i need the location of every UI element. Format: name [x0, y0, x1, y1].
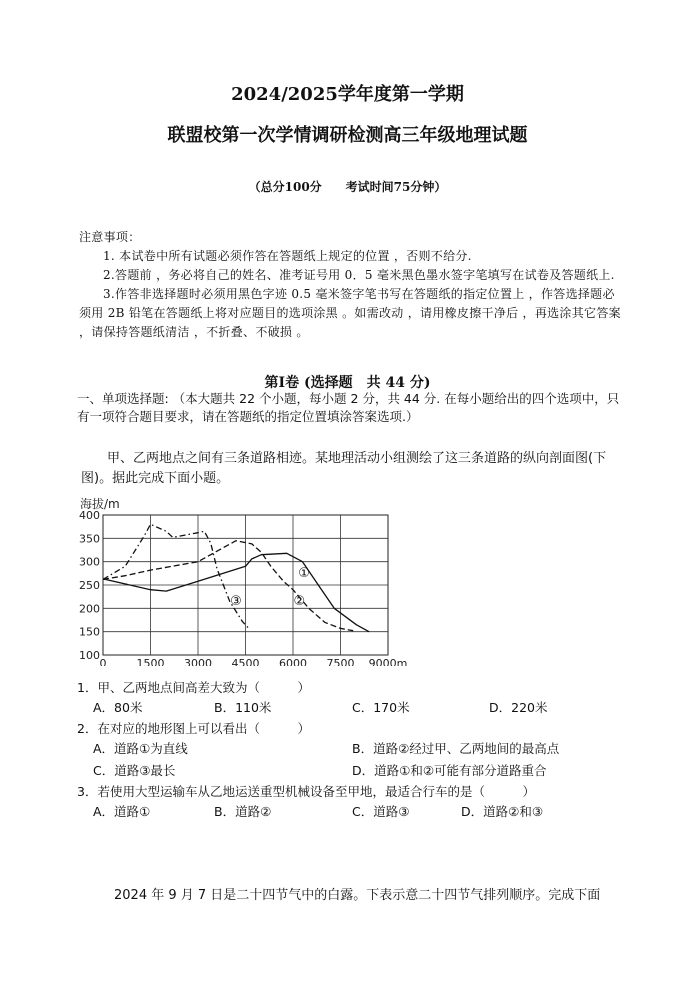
q1-option-a: A．80米 [93, 700, 143, 715]
section-title: 第Ⅰ卷 (选择题 共 44 分) [264, 375, 431, 391]
series-label-road-2: ② [293, 593, 306, 609]
profile-chart [60, 494, 420, 666]
notice-block [79, 228, 624, 342]
x-tick-label: 1500 [136, 657, 165, 666]
intro-text: 甲、乙两地点之间有三条道路相迹。某地理活动小组测绘了这三条道路的纵向剖面图(下图)。据此完成下面小题。 [81, 451, 607, 486]
q1-option-c: C．170米 [352, 700, 410, 715]
question-1-stem: 1．甲、乙两地点间高差大致为（ ） [77, 680, 310, 695]
notice-item-3: 3.作答非选择题时必须用黑色字迹 0.5 毫米签字笔书写在答题纸的指定位置上 ，作答选择题必须用 2B 铅笔在答题纸上将对应题目的选项涂黑 。如需改动 ，请用橡皮擦干净后 ，再选涂其它答案 ，请保持答题纸清洁 ，不折叠、不破损 。 [79, 287, 621, 339]
q2-option-c: C．道路③最长 [93, 763, 176, 778]
y-tick-label: 250 [79, 579, 100, 592]
y-tick-label: 100 [79, 649, 100, 662]
chart-series [103, 524, 369, 631]
q3-option-d: D．道路②和③ [461, 804, 544, 819]
part1-instructions: 一、单项选择题: （本大题共 22 个小题，每小题 2 分，共 44 分. 在每小题给出的四个选项中，只有一项符合题目要求，请在答题纸的指定位置填涂答案选项.） [77, 391, 620, 424]
notice-item-1: 1. 本试卷中所有试题必须作答在答题纸上规定的位置 ，否则不给分. [103, 249, 472, 263]
q3-option-c: C．道路③ [352, 804, 410, 819]
x-tick-label: 7500 [326, 657, 355, 666]
chart-grid [103, 515, 388, 655]
q1-option-b: B．110米 [214, 700, 272, 715]
y-tick-label: 300 [79, 555, 100, 569]
q3-option-a: A．道路① [93, 804, 151, 819]
series-label-road-3: ③ [230, 593, 242, 609]
y-tick-label: 200 [79, 602, 100, 616]
series-line-road-1 [103, 553, 369, 631]
y-tick-label: 350 [79, 532, 100, 546]
x-tick-label: 4500 [231, 657, 260, 666]
title-line-2: 联盟校第一次学情调研检测高三年级地理试题 [167, 125, 528, 146]
chart-labels [79, 509, 407, 666]
question-3-stem: 3．若使用大型运输车从乙地运送重型机械设备至甲地，最适合行车的是（ ） [77, 784, 535, 799]
q1-option-d: D．220米 [489, 700, 548, 715]
q2-option-a: A．道路①为直线 [93, 741, 188, 756]
q2-option-d: D．道路①和②可能有部分道路重合 [352, 763, 547, 778]
q2-option-b: B．道路②经过甲、乙两地间的最高点 [352, 741, 560, 756]
series-label-road-1: ① [298, 565, 310, 581]
x-tick-label: 3000 [184, 657, 212, 666]
x-tick-label: 9000m [368, 657, 408, 666]
question-2-stem: 2．在对应的地形图上可以看出（ ） [77, 721, 310, 736]
y-tick-label: 150 [79, 625, 100, 639]
score-line: （总分100分 考试时间75分钟） [248, 180, 447, 194]
y-tick-label: 400 [79, 509, 100, 522]
x-tick-label: 0 [99, 657, 107, 666]
notice-heading: 注意事项： [79, 230, 141, 244]
y-axis-label: 海拔/m [80, 497, 120, 511]
notice-item-2: 2.答题前 ，务必将自己的姓名、准考证号用 0．5 毫米黑色墨水签字笔填写在试卷及答题纸上. [103, 268, 615, 282]
title-line-1: 2024/2025学年度第一学期 [231, 84, 464, 105]
q3-option-b: B．道路② [214, 804, 272, 819]
x-tick-label: 6000 [279, 657, 307, 666]
footer-text: 2024 年 9 月 7 日是二十四节气中的白露。下表示意二十四节气排列顺序。完成下面 [114, 888, 601, 903]
series-line-road-2 [103, 541, 353, 631]
